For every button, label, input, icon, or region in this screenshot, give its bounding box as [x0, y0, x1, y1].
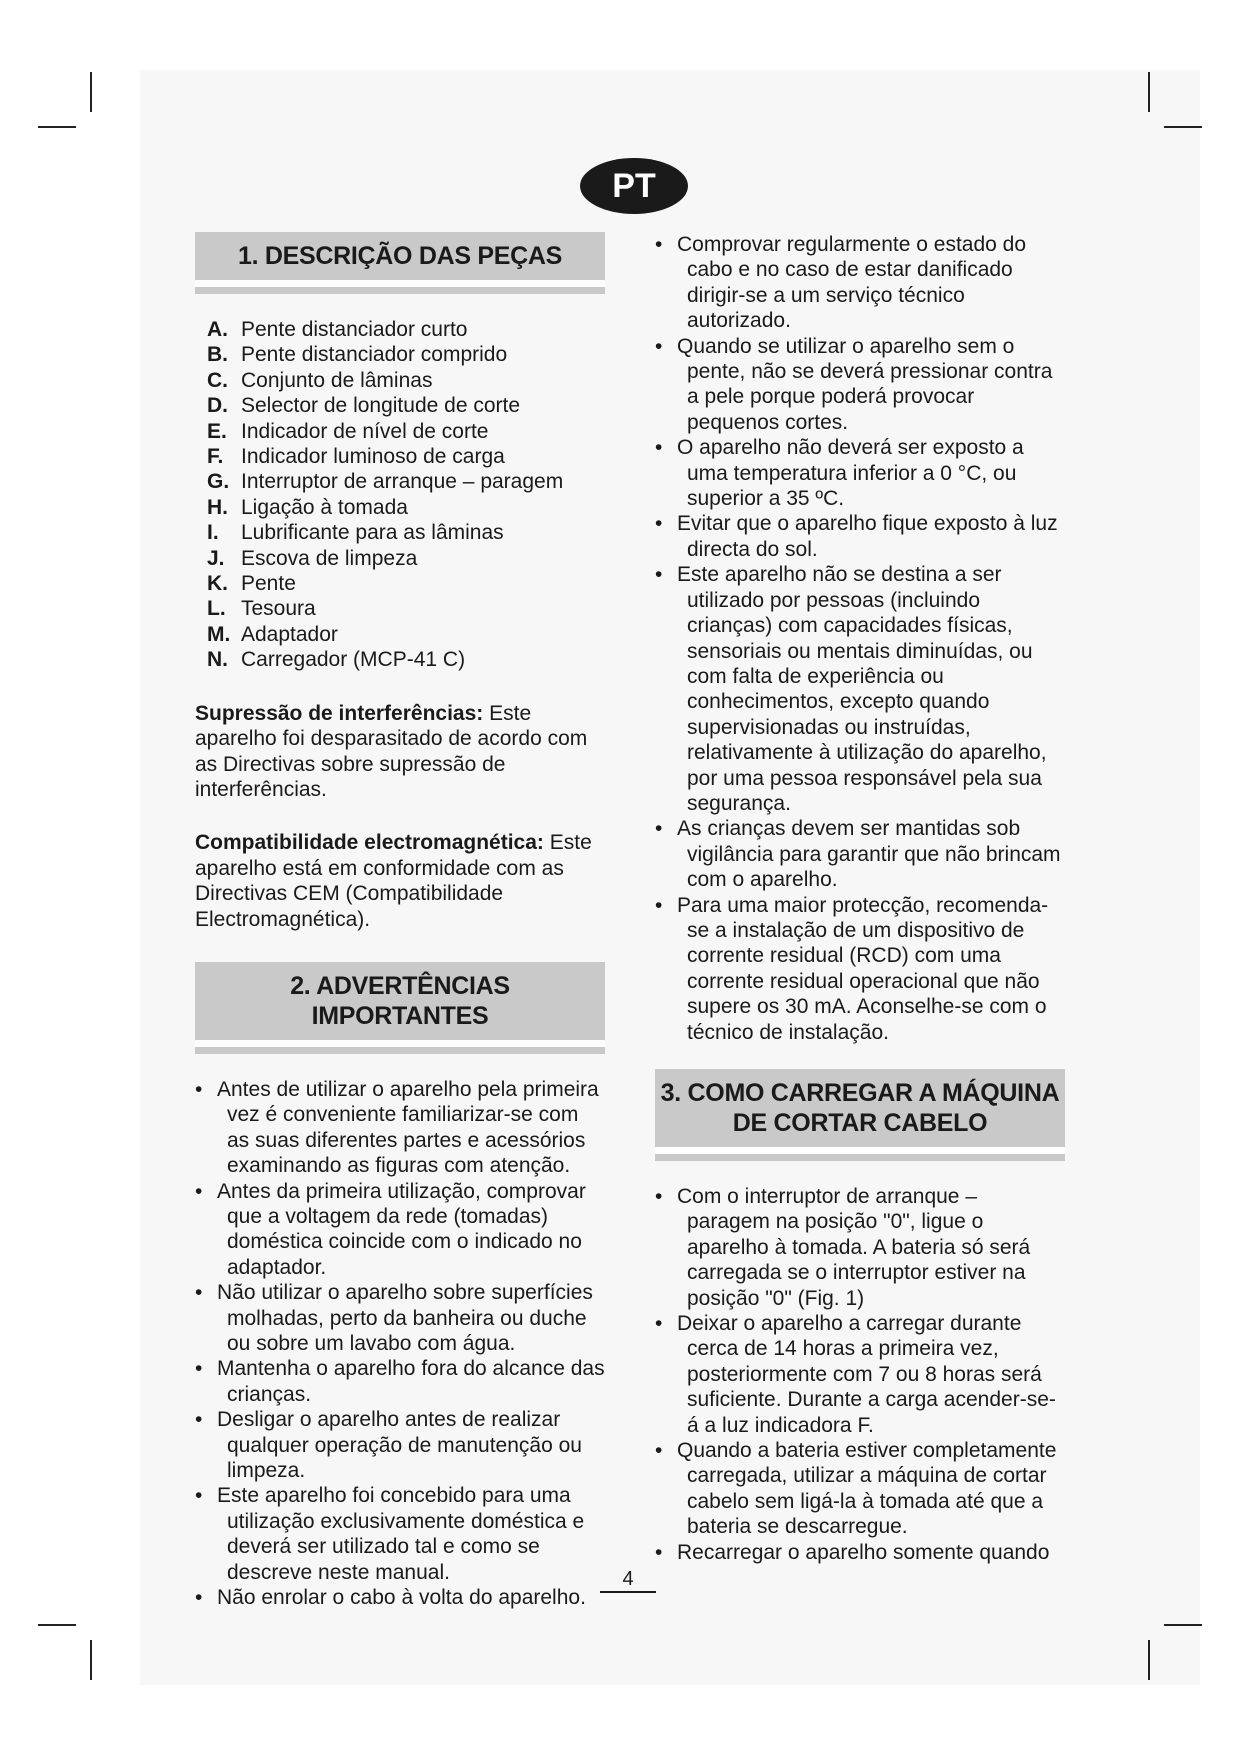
- section-3-heading: 3. COMO CARREGAR A MÁQUINA DE CORTAR CABELO: [655, 1069, 1065, 1154]
- list-item: G. Interruptor de arranque – paragem: [207, 470, 564, 494]
- warnings-list-left: [195, 1077, 605, 1611]
- crop-mark: [1164, 1624, 1202, 1626]
- parts-list: [195, 317, 605, 673]
- crop-mark: [1164, 126, 1202, 128]
- list-item: • Antes de utilizar o aparelho pela primeira vez é conveniente familiarizar-se com as suas diferentes partes e acessórios examinando as figuras com atenção.: [195, 1077, 605, 1179]
- list-item: J. Escova de limpeza: [207, 546, 418, 570]
- list-item: • Desligar o aparelho antes de realizar qualquer operação de manutenção ou limpeza.: [195, 1407, 605, 1483]
- list-item: • Este aparelho foi concebido para uma utilização exclusivamente doméstica e deverá ser utilizado tal e como se descreve neste manual.: [195, 1483, 605, 1585]
- list-item: • Quando a bateria estiver completamente carregada, utilizar a máquina de cortar cabelo sem ligá-la à tomada até que a bateria se descarregue.: [655, 1438, 1065, 1540]
- list-item: E. Indicador de nível de corte: [207, 419, 489, 443]
- list-item: K. Pente: [207, 572, 296, 596]
- list-item: • Evitar que o aparelho fique exposto à luz directa do sol.: [655, 511, 1065, 562]
- charging-list: [655, 1184, 1065, 1565]
- list-item: • O aparelho não deverá ser exposto a uma temperatura inferior a 0 °C, ou superior a 35 ºC.: [655, 435, 1065, 511]
- language-badge: PT: [580, 158, 688, 214]
- suppression-paragraph: Supressão de interferências: Este aparelho foi desparasitado de acordo com as Directivas sobre supressão de interferências.: [195, 701, 588, 801]
- list-item: H. Ligação à tomada: [207, 495, 408, 519]
- warnings-list-right: [655, 232, 1065, 1045]
- list-item: • Este aparelho não se destina a ser utilizado por pessoas (incluindo crianças) com capacidades físicas, sensoriais ou mentais diminuídas, ou com falta de experiência ou conhecimentos, excepto quando supervisionadas ou instruídas, relativamente à utilização do aparelho, por uma pessoa responsável pela sua segurança.: [655, 562, 1065, 816]
- list-item: L. Tesoura: [207, 597, 316, 621]
- list-item: • Mantenha o aparelho fora do alcance das crianças.: [195, 1356, 605, 1407]
- crop-mark: [1148, 1640, 1150, 1680]
- list-item: • As crianças devem ser mantidas sob vigilância para garantir que não brincam com o aparelho.: [655, 816, 1065, 892]
- crop-mark: [90, 1640, 92, 1680]
- list-item: C. Conjunto de lâminas: [207, 368, 433, 392]
- list-item: A. Pente distanciador curto: [207, 318, 468, 341]
- list-item: • Não enrolar o cabo à volta do aparelho.: [195, 1585, 605, 1610]
- crop-mark: [1148, 72, 1150, 112]
- section-1-heading: 1. DESCRIÇÃO DAS PEÇAS: [195, 232, 605, 287]
- right-column: [655, 232, 1065, 1565]
- list-item: • Para uma maior protecção, recomenda-se a instalação de um dispositivo de corrente residual (RCD) com uma corrente residual operacional que não supere os 30 mA. Aconselhe-se com o técnico de instalação.: [655, 893, 1065, 1045]
- crop-mark: [38, 126, 76, 128]
- list-item: • Deixar o aparelho a carregar durante cerca de 14 horas a primeira vez, posteriormente com 7 ou 8 horas será suficiente. Durante a carga acender-se-á a luz indicadora F.: [655, 1311, 1065, 1438]
- list-item: • Quando se utilizar o aparelho sem o pente, não se deverá pressionar contra a pele porque poderá provocar pequenos cortes.: [655, 334, 1065, 436]
- section-2-heading: 2. ADVERTÊNCIAS IMPORTANTES: [195, 962, 605, 1047]
- list-item: D. Selector de longitude de corte: [207, 394, 521, 418]
- list-item: N. Carregador (MCP-41 C): [207, 648, 466, 672]
- crop-mark: [38, 1624, 76, 1626]
- emc-paragraph: Compatibilidade electromagnética: Este aparelho está em conformidade com as Directivas CEM (Compatibilidade Electromagnética).: [195, 831, 592, 931]
- list-item: • Com o interruptor de arranque – paragem na posição "0", ligue o aparelho à tomada. A bateria só será carregada se o interruptor estiver na posição "0" (Fig. 1): [655, 1184, 1065, 1311]
- list-item: • Não utilizar o aparelho sobre superfícies molhadas, perto da banheira ou duche ou sobre um lavabo com água.: [195, 1280, 605, 1356]
- list-item: • Recarregar o aparelho somente quando: [655, 1540, 1065, 1565]
- list-item: B. Pente distanciador comprido: [207, 343, 508, 367]
- left-column: [195, 232, 605, 1610]
- list-item: I. Lubrificante para as lâminas: [207, 521, 504, 545]
- page-number: 4: [600, 1567, 656, 1593]
- list-item: M. Adaptador: [207, 622, 338, 646]
- crop-mark: [90, 72, 92, 112]
- list-item: F. Indicador luminoso de carga: [207, 445, 505, 469]
- list-item: • Antes da primeira utilização, comprovar que a voltagem da rede (tomadas) doméstica coincide com o indicado no adaptador.: [195, 1179, 605, 1281]
- list-item: • Comprovar regularmente o estado do cabo e no caso de estar danificado dirigir-se a um serviço técnico autorizado.: [655, 232, 1065, 334]
